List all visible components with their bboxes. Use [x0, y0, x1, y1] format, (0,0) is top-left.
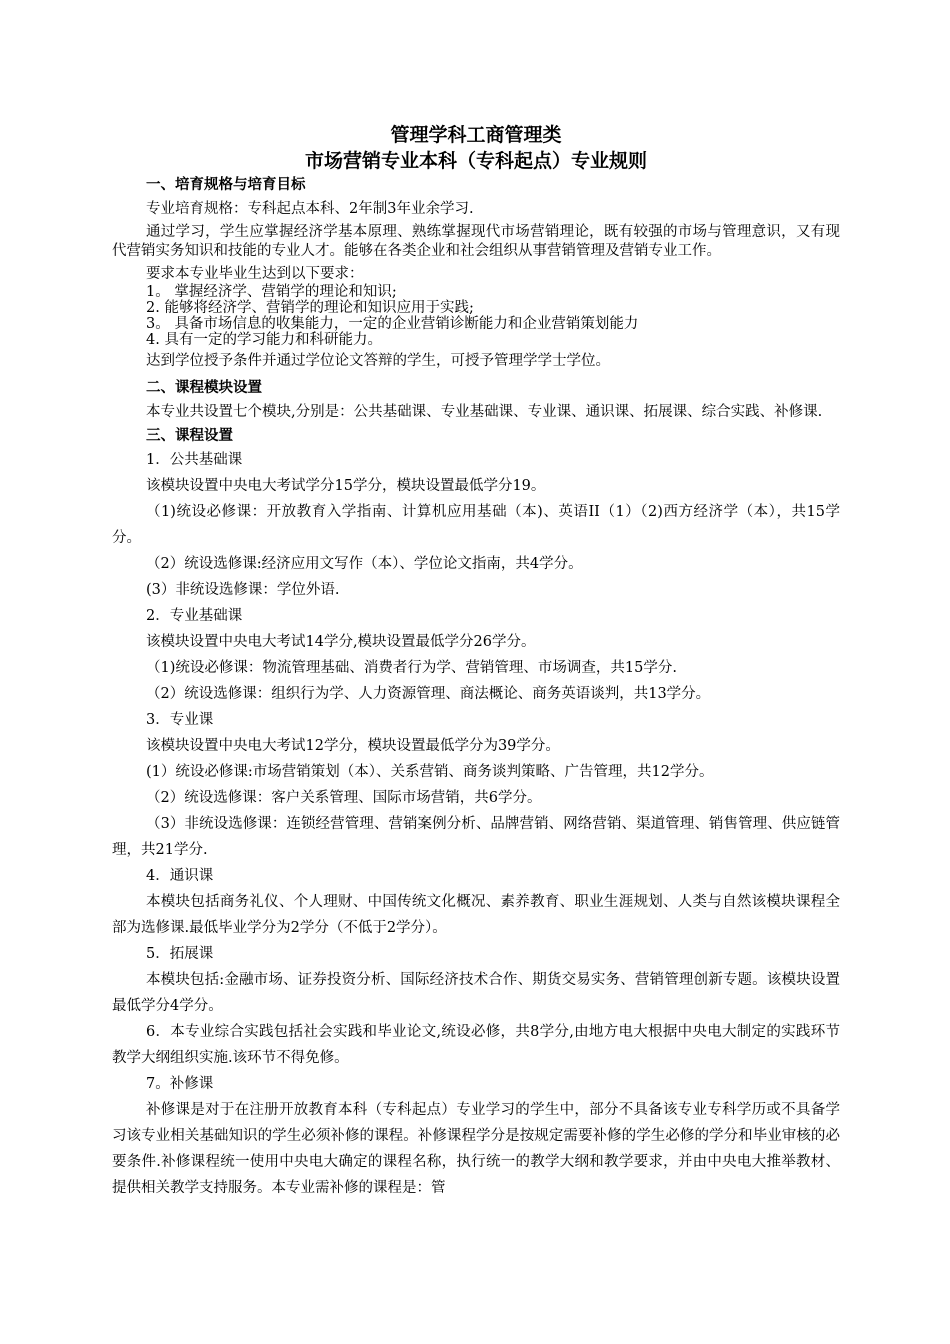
section-heading-2: 二、课程模块设置: [146, 380, 262, 396]
paragraph: 通过学习，学生应掌握经济学基本原理、熟练掌握现代市场营销理论，既有较强的市场与管理意识，又有现代营销实务知识和技能的专业人才。能够在各类企业和社会组织从事营销管理及营销专业工作。: [112, 224, 840, 259]
subsection-title: 3．专业课: [146, 712, 214, 728]
subsection-title: 5．拓展课: [146, 946, 214, 962]
paragraph: 该模块设置中央电大考试14学分,模块设置最低学分26学分。: [146, 634, 536, 650]
paragraph: （1)统设必修课：开放教育入学指南、计算机应用基础（本)、英语II（1）（2)西方经济学（本），共15学分。: [112, 504, 840, 546]
paragraph: 6．本专业综合实践包括社会实践和毕业论文,统设必修，共8学分,由地方电大根据中央电大制定的实践环节教学大纲组织实施.该环节不得免修。: [112, 1024, 840, 1066]
document-page: [112, 122, 840, 1201]
paragraph: 本模块包括:金融市场、证券投资分析、国际经济技术合作、期货交易实务、营销管理创新专题。该模块设置最低学分4学分。: [112, 972, 840, 1014]
paragraph: 该模块设置中央电大考试12学分，模块设置最低学分为39学分。: [146, 738, 560, 754]
paragraph: 本专业共设置七个模块,分别是：公共基础课、专业基础课、专业课、通识课、拓展课、综合实践、补修课.: [146, 404, 823, 420]
paragraph: （3）非统设选修课：连锁经营管理、营销案例分析、品牌营销、网络营销、渠道管理、销售管理、供应链管理，共21学分.: [112, 816, 840, 858]
paragraph: （2）统设选修课:经济应用文写作（本）、学位论文指南，共4学分。: [146, 556, 583, 572]
paragraph: 达到学位授予条件并通过学位论文答辩的学生，可授予管理学学士学位。: [146, 353, 610, 369]
paragraph: 专业培育规格：专科起点本科、2年制3年业余学习.: [146, 201, 474, 217]
paragraph: （2）统设选修课：组织行为学、人力资源管理、商法概论、商务英语谈判，共13学分。: [146, 686, 711, 702]
paragraph: （2）统设选修课：客户关系管理、国际市场营销，共6学分。: [146, 790, 542, 806]
subsection-title: 2．专业基础课: [146, 608, 243, 624]
section-heading-1: 一、培育规格与培育目标: [146, 177, 306, 193]
list-item: 3。 具备市场信息的收集能力，一定的企业营销诊断能力和企业营销策划能力: [146, 316, 639, 332]
paragraph: (1）统设必修课:市场营销策划（本）、关系营销、商务谈判策略、广告管理，共12学分。: [146, 764, 714, 780]
paragraph: 该模块设置中央电大考试学分15学分，模块设置最低学分19。: [146, 478, 546, 494]
document-title-line2: 市场营销专业本科（专科起点）专业规则: [304, 150, 647, 172]
paragraph: 要求本专业毕业生达到以下要求：: [146, 266, 364, 282]
subsection-title: 4．通识课: [146, 868, 214, 884]
paragraph: 补修课是对于在注册开放教育本科（专科起点）专业学习的学生中，部分不具备该专业专科学历或不具备学习该专业相关基础知识的学生必须补修的课程。补修课程学分是按规定需要补修的学生必修的学分和毕业审核的必要条件.补修课程统一使用中央电大确定的课程名称，执行统一的教学大纲和教学要求，并由中央电大推举教材、提供相关教学支持服务。本专业需补修的课程是：管: [112, 1102, 840, 1196]
subsection-title: 7。补修课: [146, 1076, 214, 1092]
section-heading-3: 三、课程设置: [146, 428, 233, 444]
document-title-line1: 管理学科工商管理类: [390, 124, 562, 146]
paragraph: 本模块包括商务礼仪、个人理财、中国传统文化概况、素养教育、职业生涯规划、人类与自然该模块课程全部为选修课.最低毕业学分为2学分（不低于2学分）。: [112, 894, 840, 936]
list-item: 4. 具有一定的学习能力和科研能力。: [146, 332, 382, 348]
paragraph: （1)统设必修课：物流管理基础、消费者行为学、营销管理、市场调查，共15学分.: [146, 660, 677, 676]
subsection-title: 1．公共基础课: [146, 452, 243, 468]
paragraph: (3）非统设选修课：学位外语.: [146, 582, 340, 598]
list-item: 2. 能够将经济学、营销学的理论和知识应用于实践;: [146, 300, 474, 316]
list-item: 1。 掌握经济学、营销学的理论和知识;: [146, 284, 397, 300]
